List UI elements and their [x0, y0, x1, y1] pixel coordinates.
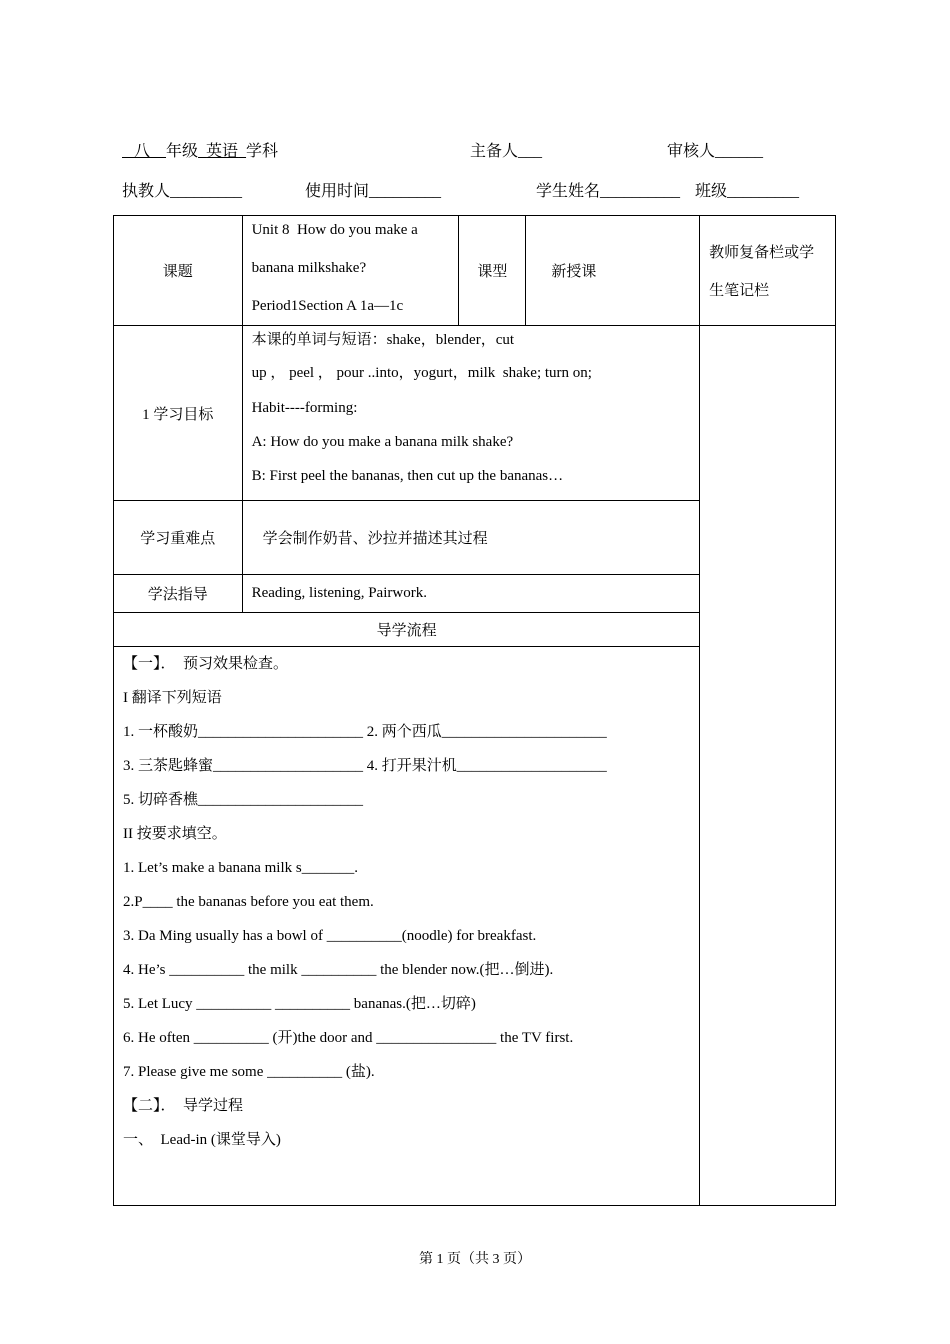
- time-label: 使用时间: [305, 183, 370, 200]
- reviewer-label: 审核人: [667, 143, 716, 160]
- header-student: 学生姓名__________: [536, 183, 681, 200]
- translate-line: 5. 切碎香樵______________________: [123, 792, 364, 808]
- topic-label: 课题: [114, 216, 243, 326]
- flow-title: 导学流程: [114, 613, 700, 647]
- objective-line: 本课的单词与短语：shake，blender，cut: [251, 332, 515, 348]
- flow-body: [114, 647, 700, 1206]
- subject-label: 学科: [246, 143, 279, 160]
- translate-line: 1. 一杯酸奶______________________ 2. 两个西瓜______________________: [123, 724, 607, 740]
- leadin-line: 一、 Lead-in (课堂导入): [123, 1132, 281, 1148]
- topic-line: banana milkshake?: [251, 260, 367, 276]
- fill-line: 6. He often __________ (开)the door and ________________ the TV first.: [123, 1030, 574, 1046]
- translate-line: 3. 三茶匙蜂蜜____________________ 4. 打开果汁机____________________: [123, 758, 607, 774]
- student-label: 学生姓名: [536, 183, 601, 200]
- objectives-label: 1 学习目标: [114, 326, 243, 501]
- part1-title: I 翻译下列短语: [123, 690, 222, 706]
- preparer-label: 主备人: [470, 143, 519, 160]
- topic-line: Period1Section A 1a—1c: [251, 298, 404, 314]
- difficulties-text: 学会制作奶昔、沙拉并描述其过程: [242, 501, 700, 575]
- header-class: 班级_________: [695, 183, 800, 200]
- fill-line: 5. Let Lucy __________ __________ bananas.(把…切碎): [123, 996, 476, 1012]
- objective-line: Habit----forming:: [251, 400, 358, 416]
- objectives-row: [114, 326, 836, 501]
- notes-label-line: 教师复备栏或学: [709, 245, 815, 261]
- header-preparer: 主备人___: [470, 143, 543, 160]
- fill-line: 3. Da Ming usually has a bowl of __________(noodle) for breakfast.: [123, 928, 537, 944]
- lesson-type-value: 新授课: [526, 216, 700, 326]
- topic-row: [114, 216, 836, 326]
- objective-line: B: First peel the bananas, then cut up the bananas…: [251, 468, 564, 484]
- section2-title: 【二】． 导学过程: [123, 1098, 244, 1114]
- fill-line: 2.P____ the bananas before you eat them.: [123, 894, 374, 910]
- teacher-label: 执教人: [122, 183, 171, 200]
- topic-content: [242, 216, 459, 326]
- grade-value: 八: [134, 143, 151, 160]
- fill-line: 1. Let’s make a banana milk s_______.: [123, 860, 358, 876]
- notes-header: [700, 216, 836, 326]
- objective-line: up ， peel ， pour ..into，yogurt，milk shake; turn on;: [251, 365, 592, 381]
- section1-title: 【一】． 预习效果检查。: [123, 656, 289, 672]
- header-teacher: 执教人_________: [122, 183, 243, 200]
- topic-line: Unit 8 How do you make a: [251, 222, 418, 238]
- fill-line: 4. He’s __________ the milk __________ the blender now.(把…倒进).: [123, 962, 554, 978]
- method-text: Reading, listening, Pairwork.: [242, 575, 700, 613]
- lesson-type-label: 课型: [459, 216, 526, 326]
- header-grade-subject: [122, 138, 278, 161]
- header-reviewer: 审核人______: [667, 143, 764, 160]
- notes-label-line: 生笔记栏: [709, 283, 770, 299]
- grade-label: 年级: [166, 143, 199, 160]
- difficulties-label: 学习重难点: [114, 501, 243, 575]
- class-label: 班级: [695, 183, 728, 200]
- part2-title: II 按要求填空。: [123, 826, 227, 842]
- objectives-content: [242, 326, 700, 501]
- objective-line: A: How do you make a banana milk shake?: [251, 434, 514, 450]
- notes-column: [700, 326, 836, 1206]
- lesson-plan-table: [113, 215, 836, 1206]
- fill-line: 7. Please give me some __________ (盐).: [123, 1064, 375, 1080]
- method-label: 学法指导: [114, 575, 243, 613]
- page-footer: 第 1 页（共 3 页）: [419, 1252, 531, 1267]
- subject-value: 英语: [206, 143, 239, 160]
- header-time: 使用时间_________: [305, 183, 442, 200]
